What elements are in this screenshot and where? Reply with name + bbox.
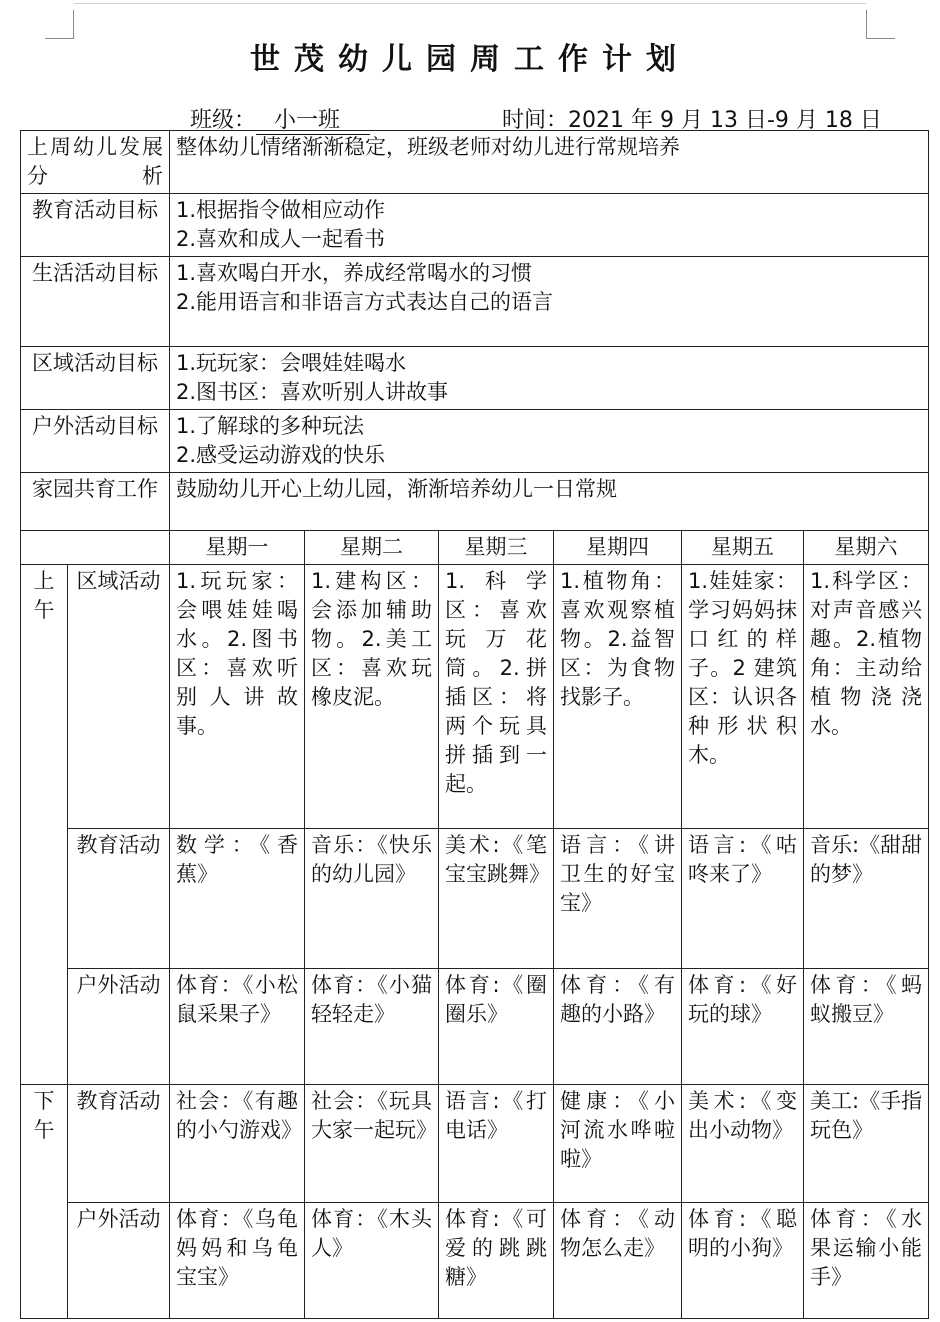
activity-label-edu: 教育活动 — [68, 829, 170, 969]
goal-row — [21, 473, 929, 531]
am-outdoor-row — [21, 969, 929, 1085]
day-header: 星期四 — [554, 531, 682, 565]
goal-line: 1.根据指令做相应动作 — [176, 198, 386, 222]
pm-outdoor-row — [21, 1203, 929, 1319]
goal-line: 1.喜欢喝白开水，养成经常喝水的习惯 — [176, 261, 533, 285]
class-value: 小一班 — [256, 108, 370, 135]
goal-line: 鼓励幼儿开心上幼儿园，渐渐培养幼儿一日常规 — [176, 477, 617, 501]
goal-line: 2.图书区：喜欢听别人讲故事 — [176, 380, 449, 404]
goal-line: 1.了解球的多种玩法 — [176, 414, 365, 438]
pm-outdoor-cell: 体育：《水果运输小能手》 — [804, 1203, 929, 1319]
am-edu-cell: 音乐：《快乐的幼儿园》 — [305, 829, 439, 969]
goal-content — [170, 131, 929, 194]
class-label: 班级： — [190, 108, 257, 133]
am-area-cell: 1.科学区：喜欢玩万花筒。2.拼插区：将两个玩具拼插到一起。 — [439, 565, 554, 829]
goal-row — [21, 410, 929, 473]
am-edu-row — [21, 829, 929, 969]
goal-label: 上周幼儿发展分析 — [21, 131, 170, 194]
am-area-cell: 1.建构区：会添加辅助物。2.美工区：喜欢玩橡皮泥。 — [305, 565, 439, 829]
goal-label: 教育活动目标 — [21, 194, 170, 257]
day-header: 星期一 — [170, 531, 305, 565]
am-area-cell: 1.科学区：对声音感兴趣。2.植物角：主动给植物浇浇水。 — [804, 565, 929, 829]
am-edu-cell: 语言：《讲卫生的好宝宝》 — [554, 829, 682, 969]
pm-edu-row — [21, 1085, 929, 1203]
pm-edu-cell: 社会：《有趣的小勺游戏》 — [170, 1085, 305, 1203]
goal-content — [170, 347, 929, 410]
am-edu-cell: 美术:《笔宝宝跳舞》 — [439, 829, 554, 969]
pm-outdoor-cell: 体育：《动物怎么走》 — [554, 1203, 682, 1319]
goal-content — [170, 410, 929, 473]
activity-label-outdoor: 户外活动 — [68, 1203, 170, 1319]
page-title: 世茂幼儿园周工作计划 — [250, 42, 690, 77]
goal-row — [21, 257, 929, 347]
period-morning: 上午 — [21, 565, 68, 1085]
goal-content — [170, 257, 929, 347]
activity-label-edu: 教育活动 — [68, 1085, 170, 1203]
am-outdoor-cell: 体育:《圈圈乐》 — [439, 969, 554, 1085]
goal-row — [21, 194, 929, 257]
am-area-row — [21, 565, 929, 829]
goal-line: 整体幼儿情绪渐渐稳定，班级老师对幼儿进行常规培养 — [176, 135, 680, 159]
goal-label: 生活活动目标 — [21, 257, 170, 347]
goal-line: 2.能用语言和非语言方式表达自己的语言 — [176, 290, 554, 314]
goal-label: 区域活动目标 — [21, 347, 170, 410]
goal-line: 2.感受运动游戏的快乐 — [176, 443, 386, 467]
pm-edu-cell: 美术:《变出小动物》 — [682, 1085, 804, 1203]
pm-edu-cell: 语言:《打电话》 — [439, 1085, 554, 1203]
day-header-row — [21, 531, 929, 565]
day-header-blank — [21, 531, 170, 565]
am-edu-cell: 音乐:《甜甜的梦》 — [804, 829, 929, 969]
goal-line: 2.喜欢和成人一起看书 — [176, 227, 386, 251]
am-area-cell: 1.娃娃家：学习妈妈抹口红的样子。2 建筑区：认识各种形状积木。 — [682, 565, 804, 829]
goal-content — [170, 194, 929, 257]
activity-label-outdoor: 户外活动 — [68, 969, 170, 1085]
goal-label: 户外活动目标 — [21, 410, 170, 473]
day-header: 星期五 — [682, 531, 804, 565]
activity-label-area: 区域活动 — [68, 565, 170, 829]
pm-edu-cell: 社会：《玩具大家一起玩》 — [305, 1085, 439, 1203]
am-outdoor-cell: 体育：《有趣的小路》 — [554, 969, 682, 1085]
pm-edu-cell: 健康：《小河流水哗啦啦》 — [554, 1085, 682, 1203]
time-label: 时间： — [502, 108, 569, 133]
goal-content — [170, 473, 929, 531]
day-header: 星期二 — [305, 531, 439, 565]
am-edu-cell: 语言:《咕咚来了》 — [682, 829, 804, 969]
am-outdoor-cell: 体育：《小猫轻轻走》 — [305, 969, 439, 1085]
pm-edu-cell: 美工:《手指玩色》 — [804, 1085, 929, 1203]
goal-row — [21, 131, 929, 194]
am-outdoor-cell: 体育：《小松鼠采果子》 — [170, 969, 305, 1085]
am-outdoor-cell: 体育:《好玩的球》 — [682, 969, 804, 1085]
pm-outdoor-cell: 体育:《聪明的小狗》 — [682, 1203, 804, 1319]
goal-line: 1.玩玩家：会喂娃娃喝水 — [176, 351, 407, 375]
am-edu-cell: 数学：《香蕉》 — [170, 829, 305, 969]
day-header: 星期六 — [804, 531, 929, 565]
day-header: 星期三 — [439, 531, 554, 565]
goal-row — [21, 347, 929, 410]
time-value: 2021 年 9 月 13 日-9 月 18 日 — [568, 108, 882, 133]
goal-label: 家园共育工作 — [21, 473, 170, 531]
pm-outdoor-cell: 体育：《乌龟妈妈和乌龟宝宝》 — [170, 1203, 305, 1319]
am-area-cell: 1.植物角：喜欢观察植物。2.益智区：为食物找影子。 — [554, 565, 682, 829]
page-top-rule — [74, 3, 866, 4]
weekly-plan-table — [20, 130, 929, 1319]
am-outdoor-cell: 体育：《蚂蚁搬豆》 — [804, 969, 929, 1085]
period-afternoon: 下午 — [21, 1085, 68, 1319]
pm-outdoor-cell: 体育：《木头人》 — [305, 1203, 439, 1319]
pm-outdoor-cell: 体育:《可爱的跳跳糖》 — [439, 1203, 554, 1319]
am-area-cell: 1.玩玩家：会喂娃娃喝水。2.图书区：喜欢听别人讲故事。 — [170, 565, 305, 829]
